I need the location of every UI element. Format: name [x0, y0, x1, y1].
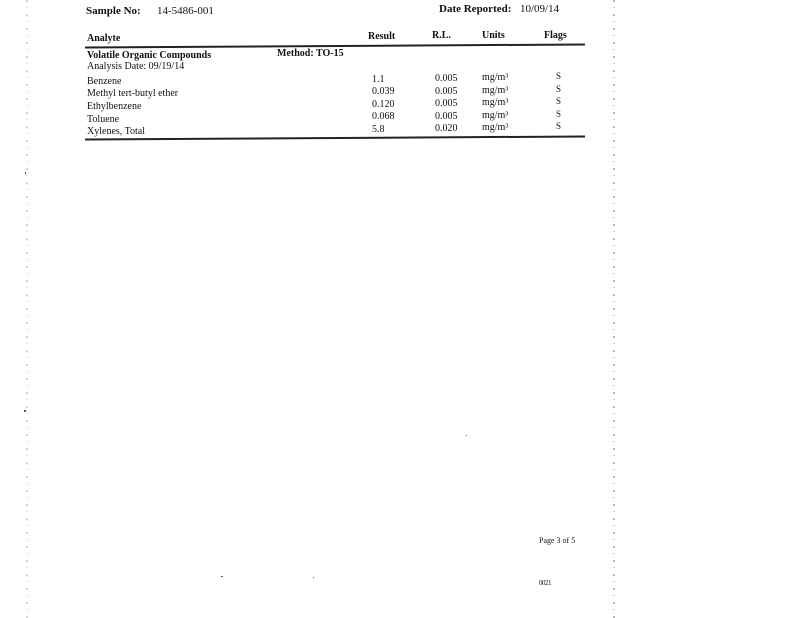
row-analyte: Ethylbenzene — [87, 101, 142, 112]
date-reported-value: 10/09/14 — [520, 3, 560, 15]
row-analyte: Toluene — [87, 114, 120, 125]
row-rl: 0.005 — [435, 111, 458, 122]
row-result: 0.120 — [372, 99, 395, 110]
row-rl: 0.005 — [435, 73, 458, 84]
scan-speck — [313, 577, 314, 578]
row-rl: 0.005 — [435, 98, 458, 109]
col-flags: Flags — [544, 30, 567, 41]
scan-speck — [25, 172, 26, 174]
page-number: Page 3 of 5 — [539, 536, 576, 545]
sample-no-value: 14-5486-001 — [157, 5, 214, 17]
row-units: mg/m³ — [482, 97, 509, 108]
group-title: Volatile Organic Compounds — [87, 50, 212, 61]
row-result: 0.068 — [372, 111, 395, 122]
row-units: mg/m³ — [482, 72, 509, 83]
row-analyte: Methyl tert-butyl ether — [87, 88, 179, 99]
row-units: mg/m³ — [482, 85, 509, 96]
row-units: mg/m³ — [482, 122, 509, 133]
row-flag: S — [556, 96, 562, 106]
group-method: Method: TO-15 — [277, 48, 344, 59]
row-units: mg/m³ — [482, 110, 509, 121]
row-analyte: Xylenes, Total — [87, 126, 145, 137]
analysis-date: Analysis Date: 09/19/14 — [87, 61, 185, 72]
scan-speck — [221, 576, 223, 577]
col-result: Result — [368, 31, 396, 42]
row-analyte: Benzene — [87, 76, 122, 87]
bates-stamp: 0021 — [539, 579, 551, 587]
row-result: 0.039 — [372, 86, 395, 97]
row-flag: S — [556, 71, 562, 81]
row-flag: S — [556, 109, 562, 119]
sample-no-label: Sample No: — [86, 5, 141, 17]
row-flag: S — [556, 84, 562, 94]
row-rl: 0.005 — [435, 86, 458, 97]
row-result: 1.1 — [372, 74, 385, 85]
col-units: Units — [482, 30, 505, 41]
row-rl: 0.020 — [435, 123, 458, 134]
footer-rule — [85, 135, 585, 140]
scan-speck — [24, 410, 26, 412]
row-result: 5.8 — [372, 124, 385, 135]
col-analyte: Analyte — [87, 33, 121, 44]
row-flag: S — [556, 121, 562, 131]
scan-speck — [466, 435, 467, 436]
right-scan-edge — [613, 0, 615, 618]
left-scan-edge — [26, 0, 28, 618]
col-rl: R.L. — [432, 30, 451, 41]
date-reported-label: Date Reported: — [439, 3, 512, 15]
